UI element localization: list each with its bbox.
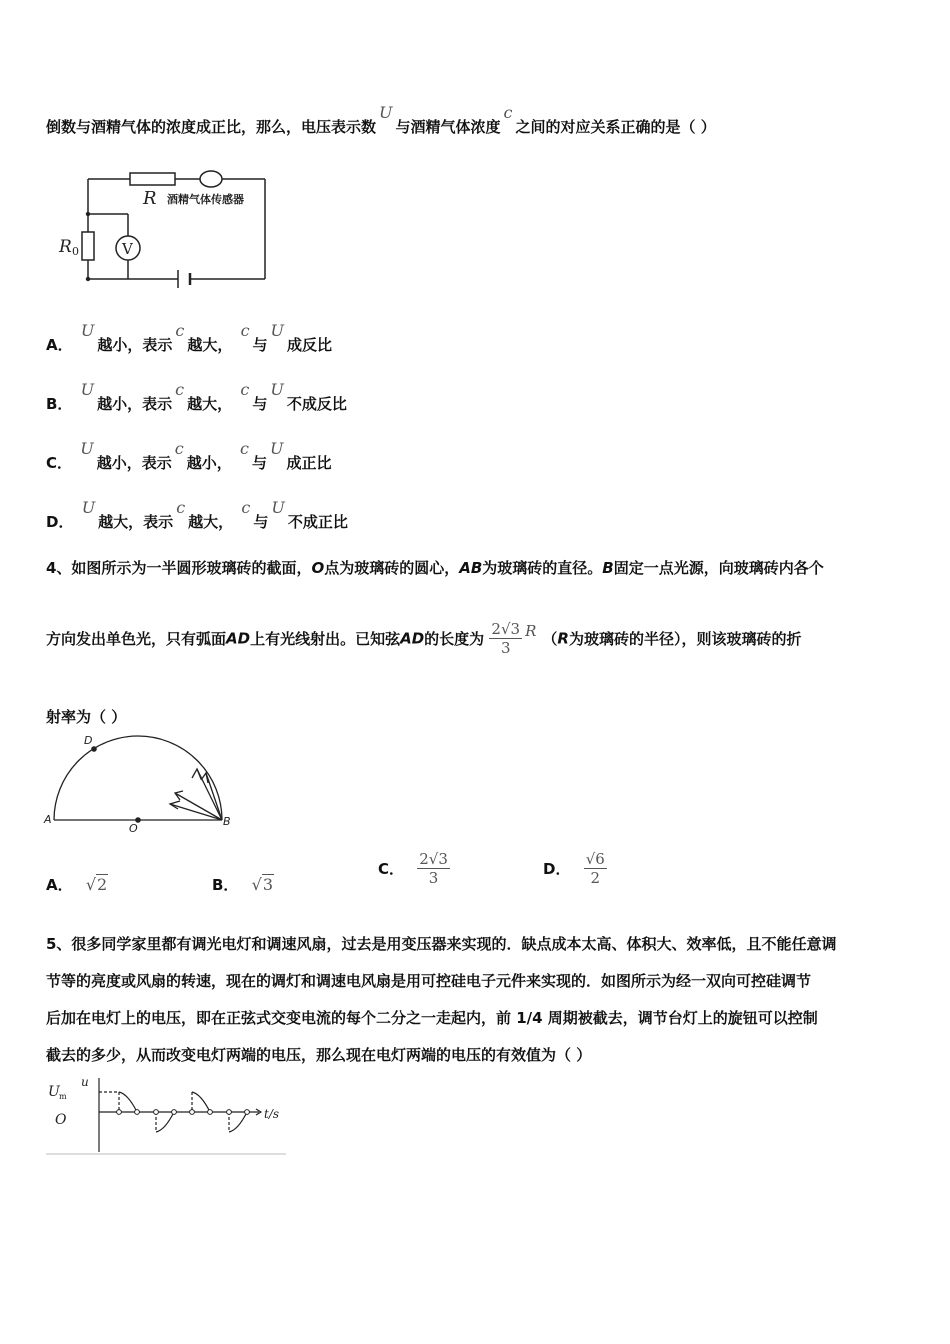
q5-text: 5、很多同学家里都有调光电灯和调速风扇，过去是用变压器来实现的．缺点成本太高、体积大、效率低，且不能任意调 xyxy=(46,935,837,953)
symbol-u: U xyxy=(81,498,96,517)
voltage-waveform-graph xyxy=(44,1074,292,1158)
label-t-axis: t/s xyxy=(264,1107,280,1121)
label-voltmeter: V xyxy=(122,240,133,258)
option-text: 不成反比 xyxy=(286,395,347,413)
label-um-sub: m xyxy=(59,1092,67,1101)
q4-point-o: O xyxy=(311,559,325,577)
option-text: 与 xyxy=(252,395,268,413)
option-text: 越小，表示 xyxy=(97,395,173,413)
sqrt-2: √2 xyxy=(85,875,108,894)
option-letter: B． xyxy=(46,395,73,413)
option-text: 成反比 xyxy=(287,336,333,354)
resistor-r0 xyxy=(82,232,94,260)
q3-stem xyxy=(46,103,716,137)
symbol-c: c xyxy=(241,498,251,517)
option-text: 不成正比 xyxy=(287,513,348,531)
option-letter: C． xyxy=(378,860,405,878)
symbol-u: U xyxy=(270,380,284,399)
radicand: 2 xyxy=(97,875,108,894)
option-text: 越大， xyxy=(187,395,233,413)
symbol-u: U xyxy=(80,321,95,340)
fraction-c xyxy=(417,850,450,887)
q4-text: 的长度为 xyxy=(424,630,485,648)
symbol-r: R xyxy=(525,621,537,640)
option-letter: D． xyxy=(543,860,571,878)
symbol-u: U xyxy=(271,498,285,517)
q4-stem-line1 xyxy=(46,557,824,578)
option-letter: A． xyxy=(46,876,73,894)
q3-stem-text-a: 倒数与酒精气体的浓度成正比，那么，电压表示数 xyxy=(46,118,377,136)
label-u: u xyxy=(81,1075,89,1089)
symbol-u: U xyxy=(379,103,393,122)
wave-segment xyxy=(229,1112,247,1132)
option-letter: A． xyxy=(46,336,73,354)
label-r0-sub: 0 xyxy=(72,245,79,258)
fraction-d xyxy=(584,850,607,887)
wave-segment xyxy=(119,1092,137,1112)
q4-text: （ xyxy=(542,630,558,648)
option-text: 越小， xyxy=(186,454,232,472)
fraction-denominator: 3 xyxy=(428,869,439,887)
option-letter: B． xyxy=(212,876,239,894)
option-text: 与 xyxy=(251,454,267,472)
symbol-u: U xyxy=(269,439,284,458)
q3-option-d[interactable] xyxy=(46,498,348,532)
sqrt-3: √3 xyxy=(251,875,274,894)
option-text: 与 xyxy=(252,336,268,354)
symbol-c: c xyxy=(176,498,186,517)
q5-text: 后加在电灯上的电压，即在正弦式交变电流的每个二分之一走起内，前 1/4 周期被截去，调节台灯上的旋钮可以控制 xyxy=(46,1009,818,1027)
q4-option-d[interactable] xyxy=(543,850,607,887)
symbol-c: c xyxy=(175,321,185,340)
q5-text: 截去的多少，从而改变电灯两端的电压，那么现在电灯两端的电压的有效值为（ ） xyxy=(46,1046,592,1064)
symbol-u: U xyxy=(80,380,95,399)
q4-arc-ad: AD xyxy=(226,629,251,648)
q4-option-c[interactable] xyxy=(378,850,450,887)
q4-segment-ab: AB xyxy=(459,559,483,577)
q4-text: 固定一点光源，向玻璃砖内各个 xyxy=(613,559,824,577)
fraction-numerator: 2√3 xyxy=(419,850,448,868)
symbol-r: R xyxy=(557,629,569,648)
wave-segment xyxy=(192,1092,210,1112)
q5-stem-line2 xyxy=(46,970,811,991)
option-text: 成正比 xyxy=(286,454,332,472)
q5-stem-line3 xyxy=(46,1007,818,1028)
q3-stem-text-b: 与酒精气体浓度 xyxy=(395,118,501,136)
label-r0: R xyxy=(59,237,72,257)
option-letter: D． xyxy=(46,513,74,531)
symbol-c: c xyxy=(503,103,513,122)
q5-stem-line4 xyxy=(46,1044,591,1065)
circuit-diagram xyxy=(55,162,275,290)
symbol-c: c xyxy=(240,321,250,340)
label-b: B xyxy=(223,815,231,828)
q4-option-a[interactable] xyxy=(46,874,108,895)
fraction-denominator: 3 xyxy=(500,639,511,657)
q4-text: 点为玻璃砖的圆心， xyxy=(324,559,460,577)
radicand: 3 xyxy=(262,875,274,894)
q3-stem-text-c: 之间的对应关系正确的是（ ） xyxy=(515,118,716,136)
resistor-r xyxy=(130,173,175,185)
q3-option-c[interactable] xyxy=(46,439,332,473)
semicircle-arc xyxy=(54,736,222,820)
option-letter: C． xyxy=(46,454,73,472)
q5-stem-line1 xyxy=(46,933,836,954)
q4-text: 上有光线射出。已知弦 xyxy=(250,630,401,648)
option-text: 越大，表示 xyxy=(98,513,174,531)
fraction-numerator: √6 xyxy=(585,850,605,868)
q4-text: 射率为（ ） xyxy=(46,708,127,726)
symbol-c: c xyxy=(174,439,184,458)
label-o: O xyxy=(129,822,138,834)
option-text: 越小，表示 xyxy=(96,454,172,472)
option-text: 越大， xyxy=(188,513,234,531)
q4-stem-line3 xyxy=(46,706,126,727)
symbol-u: U xyxy=(270,321,285,340)
q3-option-a[interactable] xyxy=(46,321,333,355)
point-d xyxy=(91,746,97,752)
symbol-c: c xyxy=(239,439,249,458)
q5-text: 节等的亮度或风扇的转速，现在的调灯和调速电风扇是用可控硅电子元件来实现的．如图所示为经一双向可控硅调节 xyxy=(46,972,812,990)
q4-text: 4、如图所示为一半圆形玻璃砖的截面， xyxy=(46,559,312,577)
label-d: D xyxy=(84,734,93,747)
option-text: 与 xyxy=(253,513,269,531)
label-r: R xyxy=(143,188,157,209)
q4-chord-ad: AD xyxy=(400,629,425,648)
q4-text: 为玻璃砖的直径。 xyxy=(482,559,603,577)
symbol-u: U xyxy=(80,439,94,458)
label-a: A xyxy=(44,813,52,826)
q4-option-b[interactable] xyxy=(212,874,274,895)
q4-stem-line2 xyxy=(46,620,801,657)
option-text: 越大， xyxy=(187,336,233,354)
fraction-denominator: 2 xyxy=(590,869,601,887)
option-text: 越小，表示 xyxy=(97,336,173,354)
fraction-numerator: 2√3 xyxy=(491,620,521,638)
symbol-c: c xyxy=(240,380,250,399)
label-origin: O xyxy=(55,1112,67,1128)
symbol-c: c xyxy=(175,380,185,399)
q4-text: 方向发出单色光，只有弧面 xyxy=(46,630,227,648)
q3-option-b[interactable] xyxy=(46,380,347,414)
alcohol-sensor xyxy=(200,171,222,187)
label-um: U xyxy=(48,1084,60,1100)
semicircle-figure xyxy=(42,730,242,834)
chord-length-fraction xyxy=(489,620,522,657)
q4-text: 为玻璃砖的半径），则该玻璃砖的折 xyxy=(568,630,802,648)
label-sensor: 酒精气体传感器 xyxy=(167,193,244,206)
wave-segment xyxy=(156,1112,174,1132)
q4-point-b: B xyxy=(602,559,614,577)
